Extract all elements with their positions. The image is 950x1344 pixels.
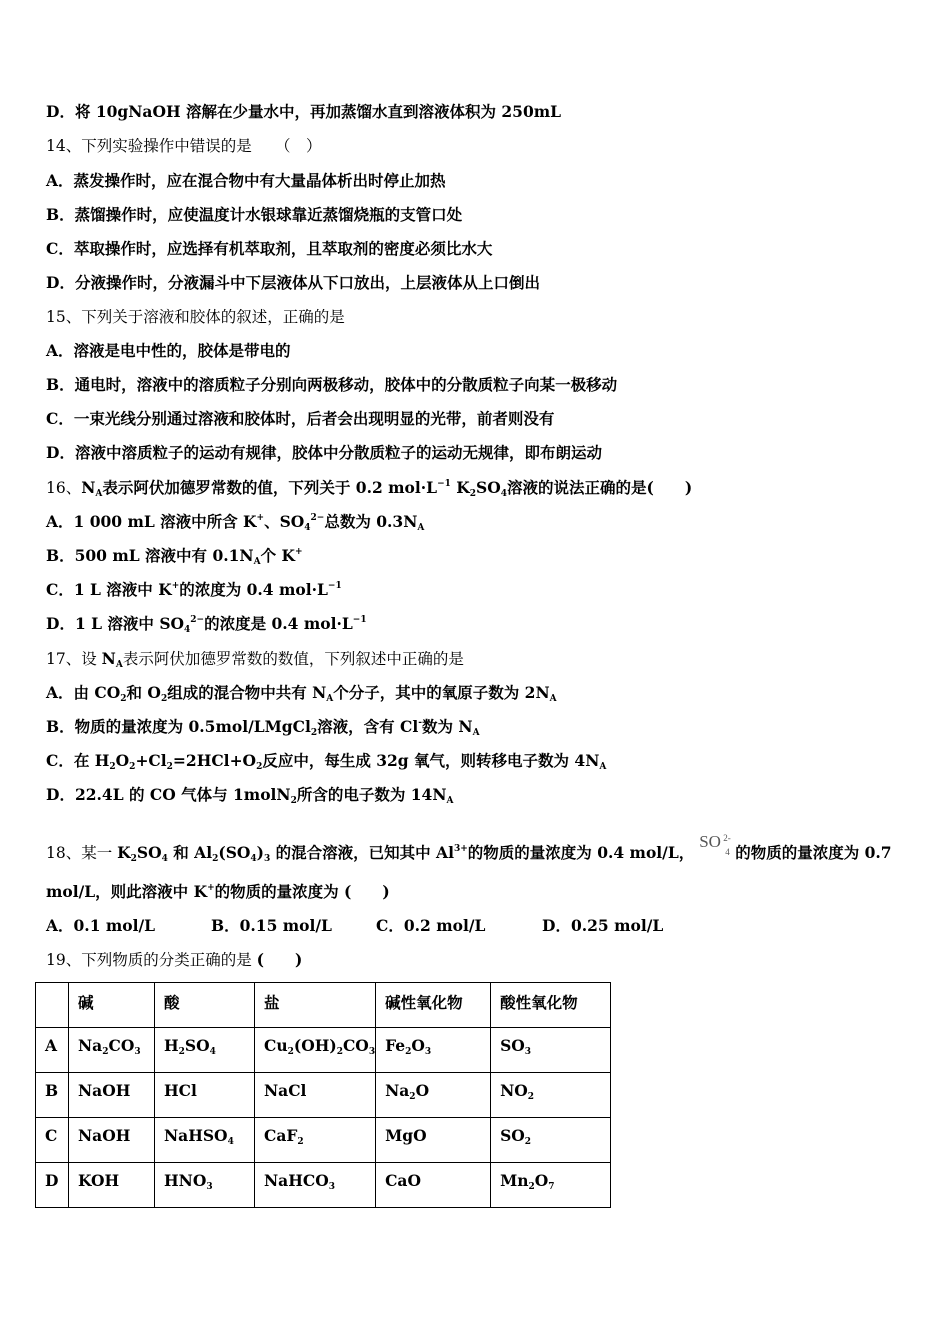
option-text: C．在 H	[46, 751, 110, 770]
q19-stem	[46, 950, 302, 970]
table-cell	[255, 1028, 376, 1073]
subscript: 2	[297, 1137, 304, 1147]
formula-base: SO	[699, 832, 721, 851]
q15-option-c: C．一束光线分别通过溶液和胶体时，后者会出现明显的光带，前者则没有	[46, 409, 555, 428]
row-label: D	[36, 1163, 69, 1208]
question-number: 16、	[46, 479, 82, 497]
formula-part: SO	[500, 1036, 525, 1055]
option-text: C．1 L 溶液中 K	[46, 580, 172, 599]
option-text: 的浓度是 0.4 mol·L	[204, 614, 353, 633]
formula-subscript: 4	[725, 847, 730, 857]
stem-text: 表示阿伏加德罗常数的值，下列关于 0.2 mol·L	[102, 478, 438, 497]
stem-text: 的物质的量浓度为 0.7	[735, 843, 892, 862]
subscript: 2	[178, 1047, 185, 1057]
q17-option-c	[46, 751, 606, 771]
superscript: +	[294, 547, 303, 557]
option-text: 所含的电子数为 14N	[296, 785, 447, 804]
q16-option-b	[46, 546, 302, 566]
subscript: 2	[405, 1047, 412, 1057]
subscript: A	[326, 694, 334, 704]
subscript: A	[115, 660, 123, 670]
table-cell: CaO	[376, 1163, 491, 1208]
subscript: A	[599, 762, 607, 772]
superscript: +	[171, 581, 180, 591]
stem-text: K	[450, 478, 470, 497]
table-cell	[255, 1118, 376, 1163]
stem-text: N	[101, 649, 116, 668]
option-text: 总数为 0.3N	[324, 512, 418, 531]
table-cell	[491, 1028, 611, 1073]
option-text: 溶液，含有 Cl	[317, 717, 419, 736]
subscript: 7	[548, 1182, 555, 1192]
subscript: A	[95, 489, 103, 499]
stem-text: mol/L，则此溶液中 K	[46, 882, 208, 901]
option-text: 个 K	[260, 546, 295, 565]
table-header-cell: 碱	[69, 983, 155, 1028]
table-cell: NaOH	[69, 1118, 155, 1163]
subscript: 2	[166, 762, 173, 772]
subscript: 2	[109, 762, 116, 772]
q18-option-d: D．0.25 mol/L	[542, 916, 664, 935]
formula-part: CO	[342, 1036, 369, 1055]
formula-part: SO	[184, 1036, 210, 1055]
stem-text: 溶液的说法正确的是( )	[507, 478, 693, 497]
option-text: +Cl	[135, 751, 167, 770]
stem-text: ( )	[256, 950, 303, 969]
subscript: 3	[424, 1047, 432, 1057]
row-label: C	[36, 1118, 69, 1163]
formula-part: CO	[108, 1036, 135, 1055]
formula-part: Na	[78, 1036, 103, 1055]
stem-text: N	[81, 478, 96, 497]
table-cell	[155, 1028, 255, 1073]
subscript: 4	[500, 489, 507, 499]
formula-charge: 2-	[723, 833, 731, 843]
table-cell	[155, 1118, 255, 1163]
q14-option-c: C．萃取操作时，应选择有机萃取剂，且萃取剂的密度必须比水大	[46, 239, 493, 258]
q18-stem-line2	[46, 882, 390, 902]
formula-part: Fe	[385, 1036, 406, 1055]
q17-stem	[46, 649, 464, 669]
table-cell: NaOH	[69, 1073, 155, 1118]
superscript: −1	[437, 479, 451, 489]
superscript: +	[256, 513, 265, 523]
subscript: A	[549, 694, 557, 704]
formula-part: Mn	[500, 1171, 529, 1190]
table-header-cell: 酸	[155, 983, 255, 1028]
subscript: 4	[161, 854, 168, 864]
subscript: 2	[527, 1092, 535, 1102]
option-text: D．22.4L 的 CO 气体与 1molN	[46, 785, 291, 804]
formula-part: (OH)	[293, 1036, 337, 1055]
table-cell: HCl	[155, 1073, 255, 1118]
option-text: 个分子，其中的氧原子数为 2N	[333, 683, 550, 702]
subscript: A	[417, 523, 425, 533]
q15-stem: 15、下列关于溶液和胶体的叙述，正确的是	[46, 308, 345, 326]
subscript: 3	[524, 1047, 532, 1057]
table-header-cell	[36, 983, 69, 1028]
option-text: 、SO	[264, 512, 305, 531]
stem-text: SO	[136, 843, 162, 862]
formula-part: H	[164, 1036, 179, 1055]
table-row	[36, 1163, 611, 1208]
q15-option-d: D．溶液中溶质粒子的运动有规律，胶体中分散质粒子的运动无规律，即布朗运动	[46, 443, 602, 462]
subscript: 3	[206, 1182, 213, 1192]
superscript: -	[418, 718, 423, 728]
q15-option-b: B．通电时，溶液中的溶质粒子分别向两极移动，胶体中的分散质粒子向某一极移动	[46, 375, 618, 394]
stem-text: 18、某一	[46, 844, 118, 862]
superscript: −1	[352, 615, 367, 625]
subscript: A	[446, 796, 454, 806]
superscript: 2−	[310, 513, 325, 523]
q17-option-b	[46, 717, 480, 737]
option-text: A．由 CO	[46, 683, 121, 702]
formula-part: HNO	[164, 1171, 207, 1190]
table-cell	[491, 1073, 611, 1118]
q15-option-a: A．溶液是电中性的，胶体是带电的	[46, 341, 291, 360]
option-text: O	[115, 751, 130, 770]
q14-option-b: B．蒸馏操作时，应使温度计水银球靠近蒸馏烧瓶的支管口处	[46, 205, 463, 224]
subscript: 4	[304, 523, 311, 533]
option-text: 数为 N	[422, 717, 473, 736]
table-header-row	[36, 983, 611, 1028]
q16-option-a	[46, 512, 424, 532]
table-cell: KOH	[69, 1163, 155, 1208]
table-cell	[491, 1163, 611, 1208]
subscript: 2	[287, 1047, 294, 1057]
formula-part: NaHSO	[164, 1126, 228, 1145]
subscript: A	[253, 557, 261, 567]
q13-option-d: D．将 10gNaOH 溶解在少量水中，再加蒸馏水直到溶液体积为 250mL	[46, 102, 562, 121]
formula-part: O	[534, 1171, 549, 1190]
subscript: 4	[209, 1047, 216, 1057]
row-label: A	[36, 1028, 69, 1073]
subscript: 2	[336, 1047, 343, 1057]
q16-option-c	[46, 580, 342, 600]
table-cell: MgO	[376, 1118, 491, 1163]
stem-text: (SO	[218, 843, 251, 862]
row-label: B	[36, 1073, 69, 1118]
option-text: A．1 000 mL 溶液中所含 K	[46, 512, 257, 531]
stem-text: 和 Al	[167, 843, 213, 862]
q14-option-a: A．蒸发操作时，应在混合物中有大量晶体析出时停止加热	[46, 171, 446, 190]
option-text: =2HCl+O	[172, 751, 257, 770]
subscript: 3	[264, 854, 271, 864]
superscript: −1	[327, 581, 342, 591]
table-cell	[155, 1163, 255, 1208]
subscript: 3	[328, 1182, 335, 1192]
subscript: 2	[528, 1182, 535, 1192]
subscript: 2	[102, 1047, 109, 1057]
table-row	[36, 1028, 611, 1073]
subscript: 2	[524, 1137, 532, 1147]
table-cell	[491, 1118, 611, 1163]
table-row	[36, 1073, 611, 1118]
subscript: 2	[310, 728, 318, 738]
superscript: 2−	[190, 615, 205, 625]
q16-stem	[46, 478, 692, 498]
stem-text: 19、下列物质的分类正确的是	[46, 951, 257, 969]
q17-option-d	[46, 785, 454, 805]
stem-text: K	[117, 843, 131, 862]
option-text: B．500 mL 溶液中有 0.1N	[46, 546, 254, 565]
table-header-cell: 酸性氧化物	[491, 983, 611, 1028]
subscript: 2	[256, 762, 263, 772]
subscript: A	[472, 728, 480, 738]
subscript: 2	[212, 854, 219, 864]
option-text: B．物质的量浓度为 0.5mol/LMgCl	[46, 717, 311, 736]
q14-option-d: D．分液操作时，分液漏斗中下层液体从下口放出，上层液体从上口倒出	[46, 273, 540, 292]
stem-text: SO	[476, 478, 501, 497]
q18-stem	[46, 832, 892, 863]
stem-text: 表示阿伏加德罗常数的数值，下列叙述中正确的是	[122, 650, 464, 668]
q18-option-c: C．0.2 mol/L	[376, 916, 486, 935]
subscript: 3	[368, 1047, 376, 1057]
subscript: 3	[134, 1047, 141, 1057]
superscript: 3+	[453, 844, 468, 854]
q17-option-a	[46, 683, 557, 703]
option-text: 的浓度为 0.4 mol·L	[179, 580, 328, 599]
q18-option-b: B．0.15 mol/L	[211, 916, 332, 935]
formula-part: Cu	[264, 1036, 288, 1055]
subscript: 2	[129, 762, 136, 772]
option-text: 组成的混合物中共有 N	[167, 683, 327, 702]
q18-option-a: A．0.1 mol/L	[46, 916, 156, 935]
table-header-cell: 盐	[255, 983, 376, 1028]
stem-text: 17、设	[46, 650, 102, 668]
subscript: 4	[227, 1137, 234, 1147]
q14-stem: 14、下列实验操作中错误的是 （ ）	[46, 137, 322, 155]
subscript: 2	[290, 796, 297, 806]
subscript: 2	[130, 854, 137, 864]
table-cell	[376, 1073, 491, 1118]
formula-part: O	[415, 1081, 430, 1100]
subscript: 2	[469, 489, 477, 499]
subscript: 4	[250, 854, 257, 864]
table-cell	[255, 1163, 376, 1208]
sulfate-ion-formula	[699, 832, 735, 857]
stem-text: )	[256, 843, 264, 862]
formula-part: O	[411, 1036, 425, 1055]
option-text: D．1 L 溶液中 SO	[46, 614, 185, 633]
subscript: 2	[160, 694, 168, 704]
subscript: 2	[409, 1092, 416, 1102]
subscript: 2	[120, 694, 127, 704]
option-text: 反应中，每生成 32g 氧气，则转移电子数为 4N	[262, 751, 600, 770]
superscript: +	[207, 883, 215, 893]
formula-part: NaHCO	[264, 1171, 329, 1190]
table-cell	[69, 1028, 155, 1073]
formula-part: NO	[500, 1081, 528, 1100]
table-cell: NaCl	[255, 1073, 376, 1118]
table-row	[36, 1118, 611, 1163]
table-cell	[376, 1028, 491, 1073]
stem-text: 的物质的量浓度为 ( )	[214, 882, 390, 901]
stem-text: 的混合溶液，已知其中 Al	[270, 843, 454, 862]
subscript: 4	[184, 625, 191, 635]
stem-text: 的物质的量浓度为 0.4 mol/L，	[467, 843, 695, 862]
formula-part: CaF	[264, 1126, 298, 1145]
table-header-cell: 碱性氧化物	[376, 983, 491, 1028]
q16-option-d	[46, 614, 367, 634]
q18-options	[46, 916, 746, 936]
formula-part: SO	[500, 1126, 525, 1145]
formula-part: Na	[385, 1081, 410, 1100]
classification-table	[35, 982, 611, 1208]
option-text: 和 O	[126, 683, 161, 702]
